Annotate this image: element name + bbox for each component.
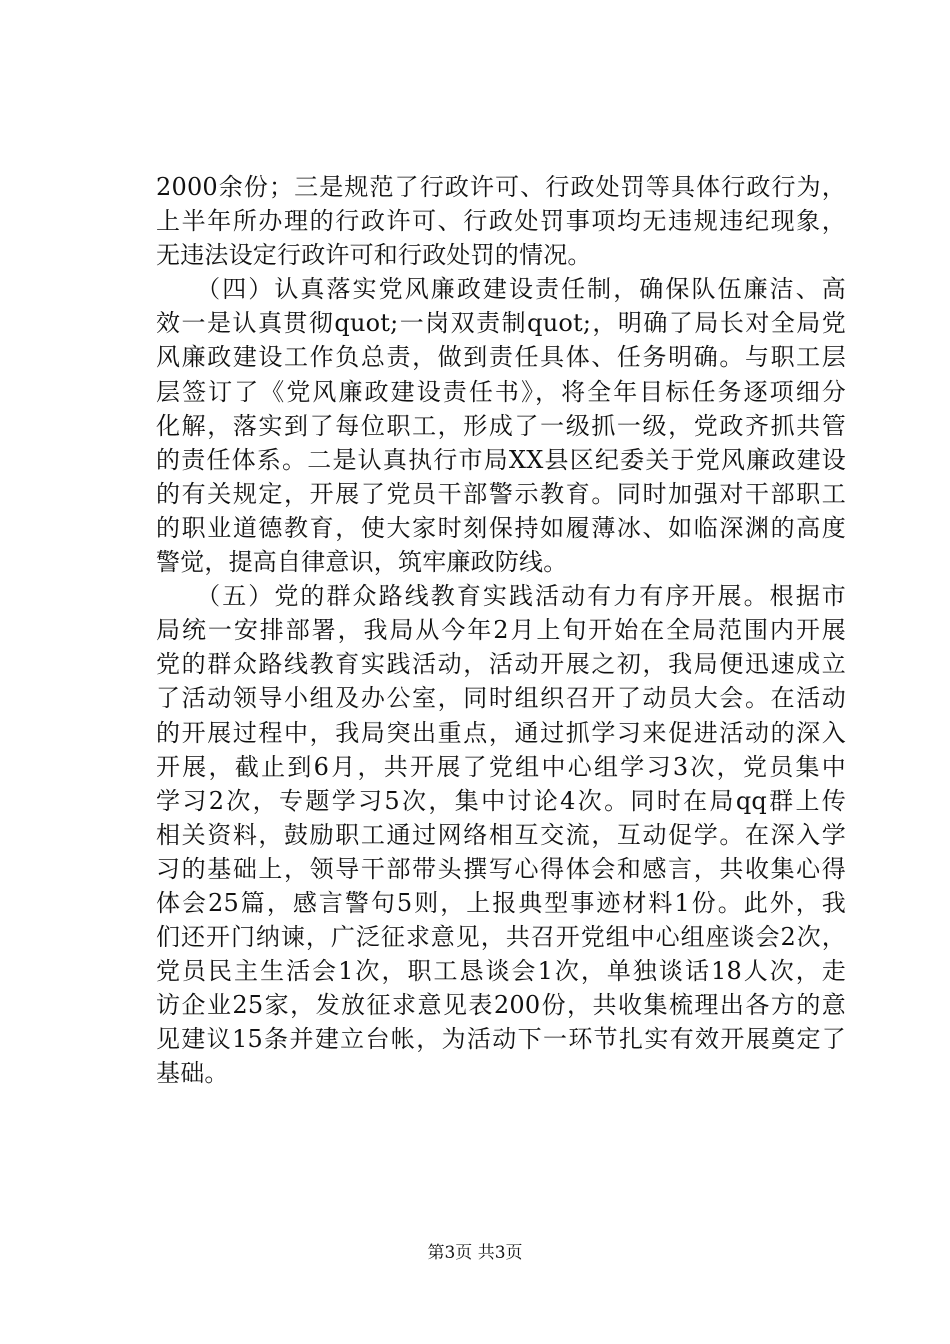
text-line: （五）党的群众路线教育实践活动有力有序开展。根据市 [156, 582, 846, 611]
text-line: 学习2次，专题学习5次，集中讨论4次。同时在局qq群上传 [156, 786, 846, 815]
text-line: 无违法设定行政许可和行政处罚的情况。 [156, 241, 592, 270]
text-line: 的开展过程中，我局突出重点，通过抓学习来促进活动的深入 [156, 718, 846, 747]
text-line: 基础。 [156, 1059, 229, 1088]
text-line: 了活动领导小组及办公室，同时组织召开了动员大会。在活动 [156, 684, 846, 713]
text-line: 体会25篇，感言警句5则，上报典型事迹材料1份。此外，我 [156, 888, 846, 917]
text-line: （四）认真落实党风廉政建设责任制，确保队伍廉洁、高 [156, 275, 846, 304]
text-line: 化解，落实到了每位职工，形成了一级抓一级，党政齐抓共管 [156, 411, 846, 440]
text-line: 见建议15条并建立台帐，为活动下一环节扎实有效开展奠定了 [156, 1025, 846, 1054]
text-line: 相关资料，鼓励职工通过网络相互交流，互动促学。在深入学 [156, 820, 846, 849]
text-line: 党的群众路线教育实践活动，活动开展之初，我局便迅速成立 [156, 650, 846, 679]
text-line: 的责任体系。二是认真执行市局XX县区纪委关于党风廉政建设 [156, 445, 846, 474]
text-line: 的有关规定，开展了党员干部警示教育。同时加强对干部职工 [156, 479, 846, 508]
text-line: 效一是认真贯彻quot;一岗双责制quot;，明确了局长对全局党 [156, 309, 846, 338]
text-line: 的职业道德教育，使大家时刻保持如履薄冰、如临深渊的高度 [156, 513, 846, 542]
text-line: 们还开门纳谏，广泛征求意见，共召开党组中心组座谈会2次， [156, 923, 846, 952]
text-line: 警觉，提高自律意识，筑牢廉政防线。 [156, 548, 568, 577]
text-line: 访企业25家，发放征求意见表200份，共收集梳理出各方的意 [156, 991, 846, 1020]
text-line: 局统一安排部署，我局从今年2月上旬开始在全局范围内开展 [156, 616, 846, 645]
text-line: 风廉政建设工作负总责，做到责任具体、任务明确。与职工层 [156, 343, 846, 372]
text-line: 层签订了《党风廉政建设责任书》，将全年目标任务逐项细分 [156, 377, 846, 406]
text-line: 开展，截止到6月，共开展了党组中心组学习3次，党员集中 [156, 752, 846, 781]
page-number-footer: 第3页 共3页 [427, 1243, 523, 1263]
text-line: 上半年所办理的行政许可、行政处罚事项均无违规违纪现象， [156, 207, 846, 236]
text-line: 2000余份；三是规范了行政许可、行政处罚等具体行政行为， [156, 173, 846, 201]
text-line: 党员民主生活会1次，职工恳谈会1次，单独谈话18人次，走 [156, 957, 846, 986]
text-line: 习的基础上，领导干部带头撰写心得体会和感言，共收集心得 [156, 854, 846, 883]
document-body [156, 170, 846, 1091]
